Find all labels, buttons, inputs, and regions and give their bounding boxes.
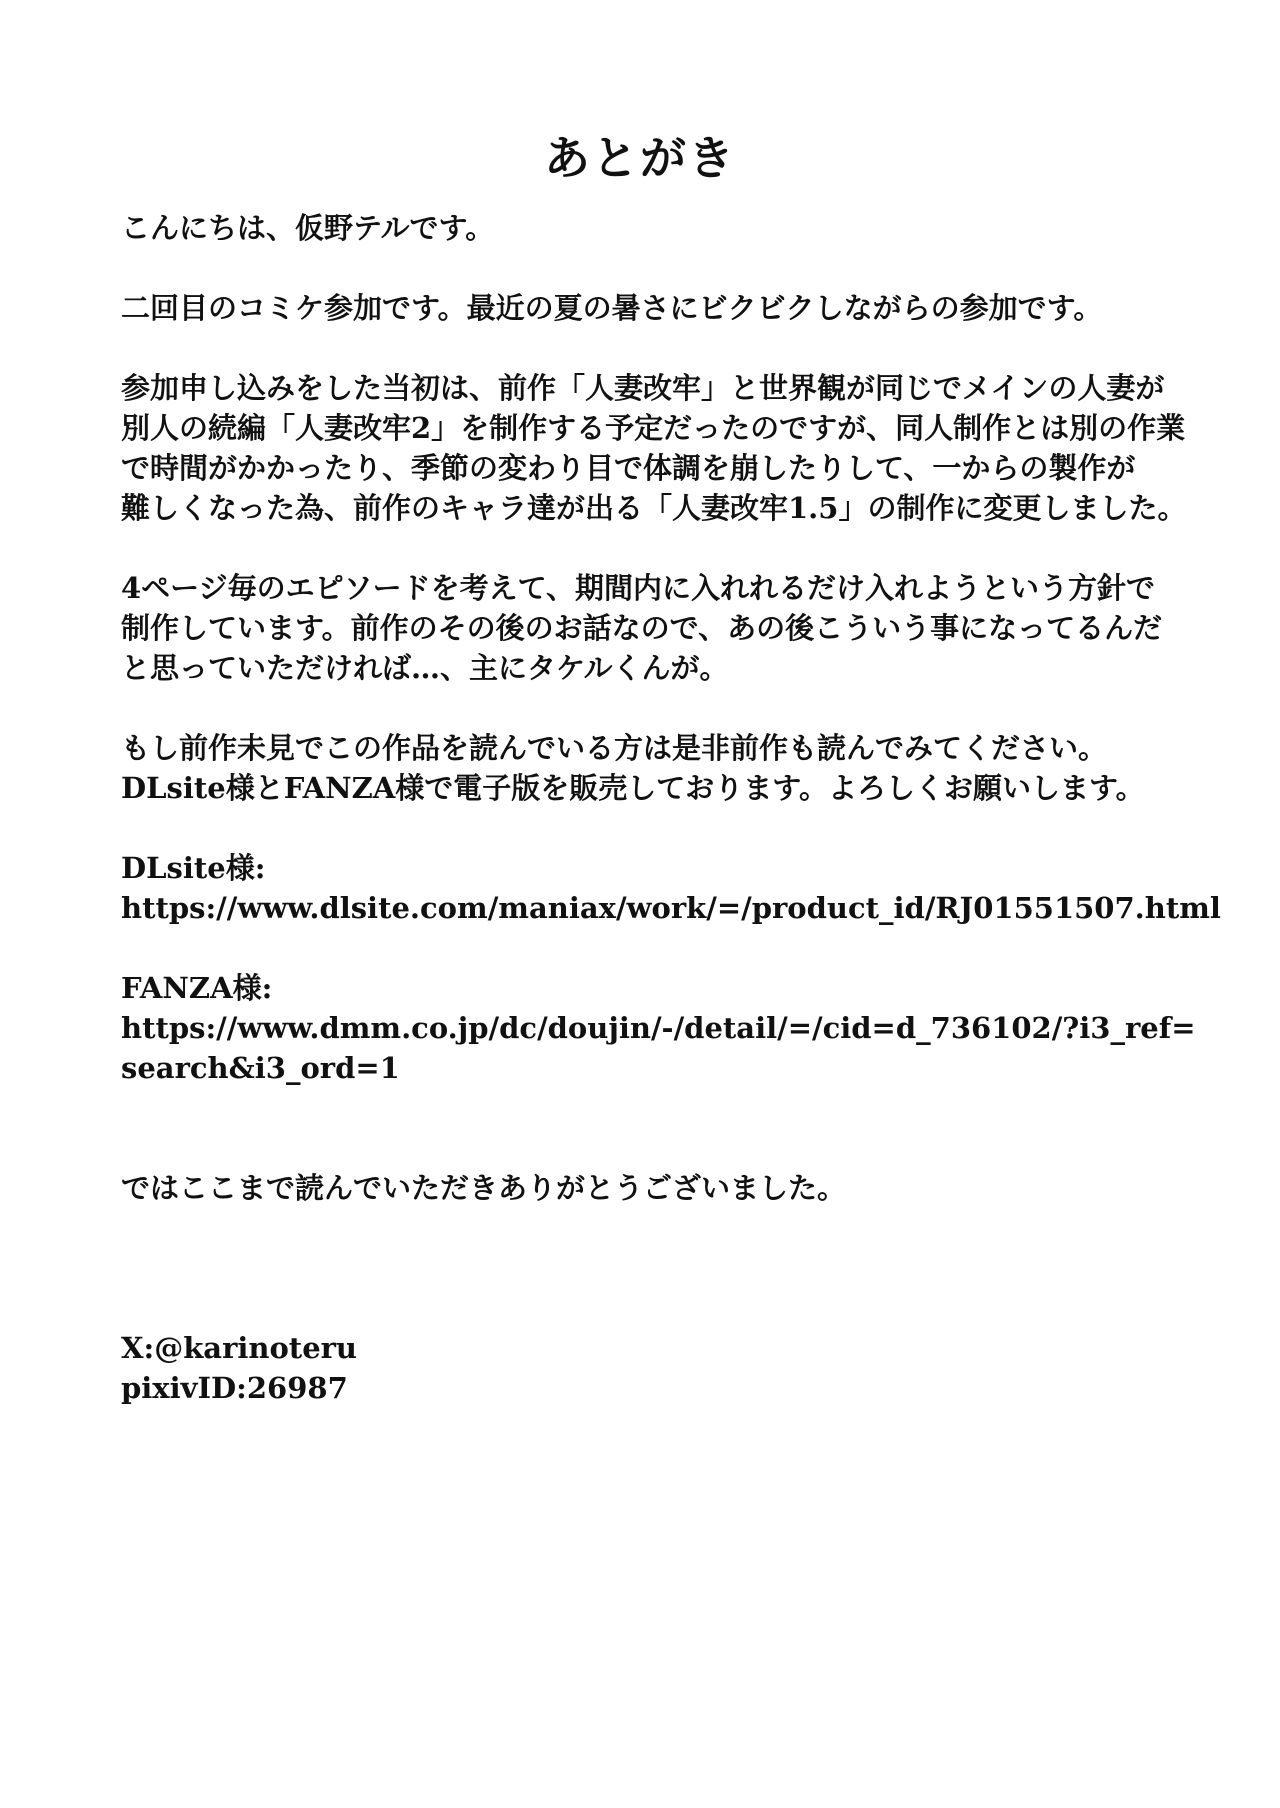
page-title: あとがき <box>544 131 736 185</box>
promo-paragraph <box>121 728 1181 808</box>
fanza-url-line: https://www.dmm.co.jp/dc/doujin/-/detail/=/cid=d_736102/?i3_ref= <box>121 1011 1196 1045</box>
comiket-line: 二回目のコミケ参加です。最近の夏の暑さにビクビクしながらの参加です。 <box>121 291 1103 325</box>
promo-line: もし前作未見でこの作品を読んでいる方は是非前作も読んでみてください。 <box>121 731 1108 765</box>
promo-line: DLsite様とFANZA様で電子版を販売しております。よろしくお願いします。 <box>121 771 1145 805</box>
dlsite-block <box>121 848 1221 928</box>
greeting-line: こんにちは、仮野テルです。 <box>121 211 495 245</box>
thanks-line: ではここまで読んでいただきありがとうございました。 <box>121 1171 847 1205</box>
x-handle: X:@karinoteru <box>121 1331 358 1365</box>
story-line: 難しくなった為、前作のキャラ達が出る「人妻改牢1.5」の制作に変更しました。 <box>121 491 1187 525</box>
story-paragraph <box>121 368 1187 528</box>
thanks-paragraph <box>121 1168 1181 1208</box>
dlsite-url: https://www.dlsite.com/maniax/work/=/product_id/RJ01551507.html <box>121 891 1221 925</box>
pixiv-id: pixivID:26987 <box>121 1371 348 1405</box>
comiket-paragraph <box>121 288 1181 328</box>
dlsite-label: DLsite様: <box>121 851 266 885</box>
story-line: 別人の続編「人妻改牢2」を制作する予定だったのですが、同人制作とは別の作業 <box>121 411 1186 445</box>
spacer <box>121 1248 1181 1328</box>
afterword-body <box>121 208 1221 1448</box>
fanza-label: FANZA様: <box>121 971 273 1005</box>
story-line: 参加申し込みをした当初は、前作「人妻改牢」と世界観が同じでメインの人妻が <box>121 371 1165 405</box>
social-block <box>121 1328 1181 1408</box>
episode-paragraph <box>121 568 1181 688</box>
spacer <box>121 1128 1181 1168</box>
story-line: で時間がかかったり、季節の変わり目で体調を崩したりして、一からの製作が <box>121 451 1136 485</box>
fanza-block <box>121 968 1196 1088</box>
episode-line: 4ページ毎のエピソードを考えて、期間内に入れれるだけ入れようという方針で <box>121 571 1156 605</box>
greeting-paragraph <box>121 208 1181 248</box>
episode-line: と思っていただければ…、主にタケルくんが。 <box>121 651 729 685</box>
episode-line: 制作しています。前作のその後のお話なので、あの後こういう事になってるんだ <box>121 611 1163 645</box>
fanza-url-line: search&i3_ord=1 <box>121 1051 400 1085</box>
